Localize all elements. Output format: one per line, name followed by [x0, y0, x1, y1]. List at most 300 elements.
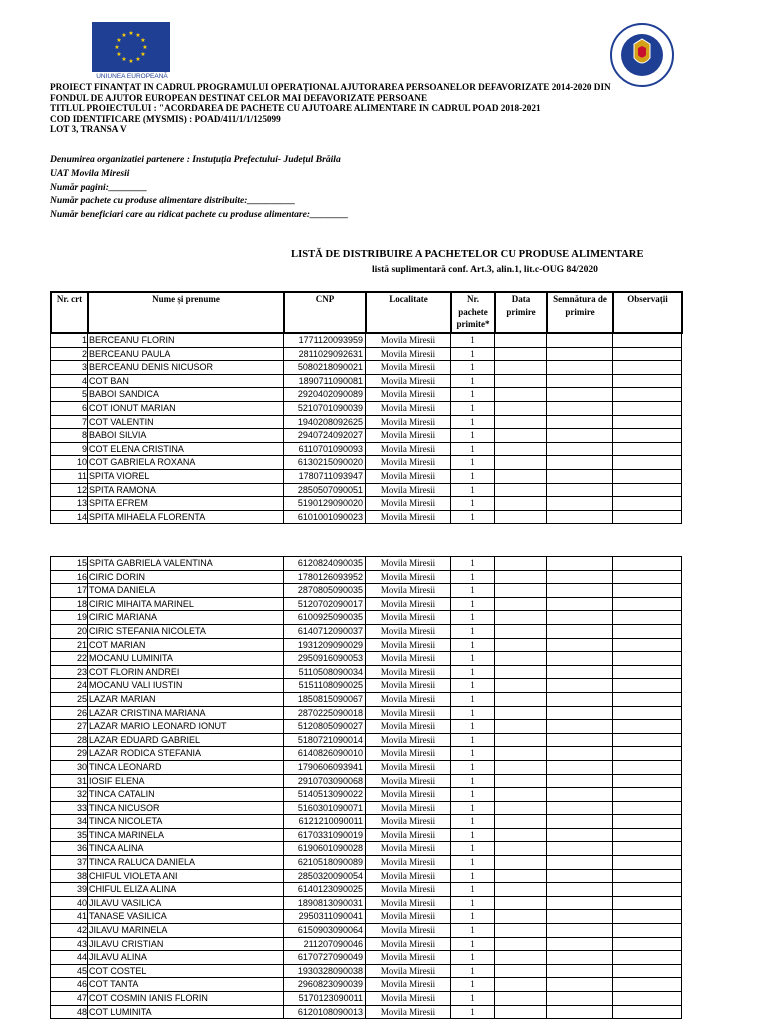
header-packages: Nr. pachete primite*: [451, 292, 495, 333]
packages-received: 1: [451, 692, 495, 706]
notes-cell: [613, 747, 682, 761]
notes-cell: [613, 624, 682, 638]
beneficiary-cnp: 6210518090089: [284, 856, 366, 870]
beneficiary-locality: Movila Miresii: [366, 401, 451, 415]
beneficiary-locality: Movila Miresii: [366, 747, 451, 761]
notes-cell: [613, 774, 682, 788]
notes-cell: [613, 679, 682, 693]
beneficiary-cnp: 1940208092625: [284, 415, 366, 429]
beneficiary-locality: Movila Miresii: [366, 665, 451, 679]
partner-organization: Denumirea organizatiei partenere : Instuţuția Prefectului- Județul Brăila: [50, 154, 341, 165]
receipt-signature: [547, 638, 613, 652]
beneficiary-name: LAZAR MARIO LEONARD IONUT: [88, 720, 284, 734]
row-number: 3: [51, 361, 88, 375]
table-row: [51, 747, 682, 761]
beneficiary-locality: Movila Miresii: [366, 692, 451, 706]
packages-received: 1: [451, 597, 495, 611]
row-number: 29: [51, 747, 88, 761]
svg-text:★: ★: [121, 56, 127, 63]
svg-text:★: ★: [142, 44, 148, 51]
organization-info: [50, 153, 348, 222]
receipt-signature: [547, 815, 613, 829]
beneficiary-name: TANASE VASILICA: [88, 910, 284, 924]
row-number: 8: [51, 429, 88, 443]
row-number: 33: [51, 801, 88, 815]
beneficiary-locality: Movila Miresii: [366, 361, 451, 375]
beneficiary-name: BERCEANU PAULA: [88, 347, 284, 361]
beneficiary-name: CHIFUL ELIZA ALINA: [88, 883, 284, 897]
receipt-signature: [547, 733, 613, 747]
receipt-signature: [547, 978, 613, 992]
beneficiary-cnp: 6110701090093: [284, 442, 366, 456]
beneficiary-locality: Movila Miresii: [366, 429, 451, 443]
receipt-signature: [547, 992, 613, 1006]
beneficiary-cnp: 211207090046: [284, 937, 366, 951]
row-number: 31: [51, 774, 88, 788]
packages-received: 1: [451, 374, 495, 388]
distribution-table-part1: [50, 333, 682, 524]
table-row: [51, 1005, 682, 1019]
beneficiary-locality: Movila Miresii: [366, 924, 451, 938]
notes-cell: [613, 361, 682, 375]
packages-received: 1: [451, 747, 495, 761]
beneficiary-locality: Movila Miresii: [366, 1005, 451, 1019]
table-row: [51, 347, 682, 361]
row-number: 26: [51, 706, 88, 720]
beneficiary-cnp: 5110508090034: [284, 665, 366, 679]
beneficiary-cnp: 1890711090081: [284, 374, 366, 388]
header-line: FONDUL DE AJUTOR EUROPEAN DESTINAT CELOR MAI DEFAVORIZATE PERSOANE: [50, 92, 428, 103]
svg-text:★: ★: [116, 37, 122, 44]
receipt-signature: [547, 497, 613, 511]
row-number: 34: [51, 815, 88, 829]
receipt-date: [495, 964, 547, 978]
notes-cell: [613, 374, 682, 388]
packages-received: 1: [451, 1005, 495, 1019]
row-number: 35: [51, 828, 88, 842]
row-number: 32: [51, 788, 88, 802]
row-number: 25: [51, 692, 88, 706]
beneficiary-cnp: 6121210090011: [284, 815, 366, 829]
receipt-signature: [547, 334, 613, 348]
row-number: 44: [51, 951, 88, 965]
header-line: LOT 3, TRANSA V: [50, 124, 127, 135]
row-number: 9: [51, 442, 88, 456]
receipt-date: [495, 388, 547, 402]
packages-received: 1: [451, 361, 495, 375]
notes-cell: [613, 510, 682, 524]
receipt-signature: [547, 597, 613, 611]
receipt-signature: [547, 652, 613, 666]
row-number: 37: [51, 856, 88, 870]
packages-received: 1: [451, 611, 495, 625]
beneficiary-cnp: 2950916090053: [284, 652, 366, 666]
table-row: [51, 883, 682, 897]
packages-received: 1: [451, 388, 495, 402]
beneficiary-cnp: 1930328090038: [284, 964, 366, 978]
svg-text:★: ★: [128, 58, 134, 65]
receipt-date: [495, 747, 547, 761]
beneficiary-locality: Movila Miresii: [366, 652, 451, 666]
receipt-date: [495, 1005, 547, 1019]
beneficiary-name: CIRIC MARIANA: [88, 611, 284, 625]
government-seal-icon: [609, 22, 675, 88]
table-row: [51, 760, 682, 774]
receipt-date: [495, 347, 547, 361]
table-row: [51, 570, 682, 584]
notes-cell: [613, 638, 682, 652]
table-row: [51, 665, 682, 679]
receipt-date: [495, 415, 547, 429]
receipt-signature: [547, 415, 613, 429]
notes-cell: [613, 869, 682, 883]
beneficiary-locality: Movila Miresii: [366, 624, 451, 638]
table-row: [51, 401, 682, 415]
notes-cell: [613, 896, 682, 910]
beneficiary-name: JILAVU CRISTIAN: [88, 937, 284, 951]
receipt-signature: [547, 624, 613, 638]
beneficiary-cnp: 5120702090017: [284, 597, 366, 611]
packages-received: 1: [451, 679, 495, 693]
table-row: [51, 374, 682, 388]
row-number: 6: [51, 401, 88, 415]
packages-received: 1: [451, 401, 495, 415]
receipt-signature: [547, 679, 613, 693]
header-date: Data primire: [495, 292, 547, 333]
receipt-signature: [547, 665, 613, 679]
receipt-signature: [547, 760, 613, 774]
row-number: 42: [51, 924, 88, 938]
beneficiary-name: TOMA DANIELA: [88, 584, 284, 598]
receipt-date: [495, 992, 547, 1006]
row-number: 20: [51, 624, 88, 638]
beneficiary-name: TINCA ALINA: [88, 842, 284, 856]
row-number: 7: [51, 415, 88, 429]
row-number: 5: [51, 388, 88, 402]
beneficiary-name: COT BAN: [88, 374, 284, 388]
beneficiary-name: BERCEANU DENIS NICUSOR: [88, 361, 284, 375]
receipt-date: [495, 924, 547, 938]
packages-received: 1: [451, 665, 495, 679]
beneficiary-locality: Movila Miresii: [366, 597, 451, 611]
beneficiary-name: TINCA RALUCA DANIELA: [88, 856, 284, 870]
notes-cell: [613, 964, 682, 978]
beneficiary-cnp: 5160301090071: [284, 801, 366, 815]
header-cnp: CNP: [284, 292, 366, 333]
notes-cell: [613, 611, 682, 625]
beneficiary-cnp: 2870805090035: [284, 584, 366, 598]
receipt-date: [495, 401, 547, 415]
receipt-signature: [547, 869, 613, 883]
beneficiary-locality: Movila Miresii: [366, 951, 451, 965]
receipt-date: [495, 638, 547, 652]
beneficiary-locality: Movila Miresii: [366, 483, 451, 497]
receipt-signature: [547, 692, 613, 706]
svg-text:★: ★: [116, 51, 122, 58]
beneficiary-locality: Movila Miresii: [366, 869, 451, 883]
packages-received: 1: [451, 788, 495, 802]
table-row: [51, 869, 682, 883]
table-row: [51, 937, 682, 951]
notes-cell: [613, 483, 682, 497]
header-name: Nume și prenume: [88, 292, 284, 333]
table-row: [51, 584, 682, 598]
table-row: [51, 992, 682, 1006]
receipt-signature: [547, 469, 613, 483]
beneficiary-locality: Movila Miresii: [366, 910, 451, 924]
table-row: [51, 733, 682, 747]
row-number: 21: [51, 638, 88, 652]
notes-cell: [613, 442, 682, 456]
packages-received: 1: [451, 828, 495, 842]
packages-received: 1: [451, 652, 495, 666]
packages-received: 1: [451, 483, 495, 497]
beneficiary-name: COT ELENA CRISTINA: [88, 442, 284, 456]
receipt-date: [495, 978, 547, 992]
receipt-signature: [547, 706, 613, 720]
notes-cell: [613, 924, 682, 938]
receipt-signature: [547, 611, 613, 625]
row-number: 27: [51, 720, 88, 734]
beneficiary-cnp: 2920402090089: [284, 388, 366, 402]
packages-received: 1: [451, 883, 495, 897]
row-number: 47: [51, 992, 88, 1006]
receipt-date: [495, 883, 547, 897]
receipt-date: [495, 733, 547, 747]
beneficiary-cnp: 6100925090035: [284, 611, 366, 625]
receipt-signature: [547, 747, 613, 761]
beneficiary-cnp: 2940724092027: [284, 429, 366, 443]
receipt-signature: [547, 557, 613, 571]
beneficiary-locality: Movila Miresii: [366, 334, 451, 348]
packages-received: 1: [451, 497, 495, 511]
table-row: [51, 415, 682, 429]
beneficiary-cnp: 6150903090064: [284, 924, 366, 938]
notes-cell: [613, 937, 682, 951]
beneficiary-locality: Movila Miresii: [366, 442, 451, 456]
receipt-date: [495, 774, 547, 788]
header-locality: Localitate: [366, 292, 451, 333]
packages-received: 1: [451, 624, 495, 638]
row-number: 38: [51, 869, 88, 883]
table-row: [51, 842, 682, 856]
beneficiary-locality: Movila Miresii: [366, 611, 451, 625]
table-row: [51, 597, 682, 611]
beneficiary-locality: Movila Miresii: [366, 842, 451, 856]
beneficiary-cnp: 2811029092631: [284, 347, 366, 361]
beneficiary-name: MOCANU VALI IUSTIN: [88, 679, 284, 693]
table-row: [51, 815, 682, 829]
notes-cell: [613, 883, 682, 897]
receipt-signature: [547, 964, 613, 978]
beneficiary-cnp: 1890813090031: [284, 896, 366, 910]
receipt-date: [495, 842, 547, 856]
beneficiary-cnp: 2850320090054: [284, 869, 366, 883]
row-number: 14: [51, 510, 88, 524]
beneficiary-name: COT COSTEL: [88, 964, 284, 978]
receipt-date: [495, 896, 547, 910]
beneficiary-name: MOCANU LUMINITA: [88, 652, 284, 666]
packages-received: 1: [451, 429, 495, 443]
beneficiary-name: COT LUMINITA: [88, 1005, 284, 1019]
packages-received: 1: [451, 469, 495, 483]
packages-received: 1: [451, 951, 495, 965]
beneficiary-cnp: 2850507090051: [284, 483, 366, 497]
table-row: [51, 951, 682, 965]
receipt-signature: [547, 429, 613, 443]
table-row: [51, 828, 682, 842]
packages-received: 1: [451, 774, 495, 788]
header-signature: Semnătura de primire: [547, 292, 613, 333]
notes-cell: [613, 760, 682, 774]
notes-cell: [613, 910, 682, 924]
beneficiary-locality: Movila Miresii: [366, 638, 451, 652]
receipt-date: [495, 584, 547, 598]
row-number: 45: [51, 964, 88, 978]
receipt-date: [495, 456, 547, 470]
receipt-date: [495, 856, 547, 870]
beneficiary-cnp: 6140826090010: [284, 747, 366, 761]
beneficiary-name: COT FLORIN ANDREI: [88, 665, 284, 679]
beneficiary-name: BABOI SANDICA: [88, 388, 284, 402]
table-row: [51, 483, 682, 497]
receipt-date: [495, 361, 547, 375]
notes-cell: [613, 842, 682, 856]
receipt-date: [495, 442, 547, 456]
beneficiary-locality: Movila Miresii: [366, 415, 451, 429]
row-number: 2: [51, 347, 88, 361]
receipt-signature: [547, 1005, 613, 1019]
notes-cell: [613, 992, 682, 1006]
receipt-date: [495, 497, 547, 511]
beneficiary-cnp: 6140712090037: [284, 624, 366, 638]
beneficiary-locality: Movila Miresii: [366, 388, 451, 402]
receipt-signature: [547, 388, 613, 402]
packages-received: 1: [451, 347, 495, 361]
beneficiary-name: SPITA VIOREL: [88, 469, 284, 483]
beneficiary-name: LAZAR EDUARD GABRIEL: [88, 733, 284, 747]
beneficiary-locality: Movila Miresii: [366, 856, 451, 870]
row-number: 30: [51, 760, 88, 774]
beneficiaries-count: Număr beneficiari care au ridicat pachete cu produse alimentare:________: [50, 209, 349, 221]
header-nr: Nr. crt: [51, 292, 88, 333]
beneficiary-name: JILAVU VASILICA: [88, 896, 284, 910]
beneficiary-name: TINCA NICUSOR: [88, 801, 284, 815]
receipt-date: [495, 374, 547, 388]
receipt-date: [495, 828, 547, 842]
table-row: [51, 510, 682, 524]
receipt-signature: [547, 401, 613, 415]
row-number: 46: [51, 978, 88, 992]
receipt-date: [495, 692, 547, 706]
receipt-signature: [547, 456, 613, 470]
receipt-signature: [547, 937, 613, 951]
row-number: 10: [51, 456, 88, 470]
beneficiary-name: COT IONUT MARIAN: [88, 401, 284, 415]
packages-received: 1: [451, 557, 495, 571]
table-row: [51, 469, 682, 483]
receipt-signature: [547, 856, 613, 870]
receipt-date: [495, 611, 547, 625]
packages-received: 1: [451, 937, 495, 951]
header-line: TITLUL PROIECTULUI : "ACORDAREA DE PACHETE CU AJUTOARE ALIMENTARE IN CADRUL POAD 2018-2021: [50, 103, 541, 114]
beneficiary-name: CIRIC MIHAITA MARINEL: [88, 597, 284, 611]
receipt-date: [495, 679, 547, 693]
notes-cell: [613, 497, 682, 511]
beneficiary-locality: Movila Miresii: [366, 584, 451, 598]
beneficiary-name: COT TANTA: [88, 978, 284, 992]
table-row: [51, 638, 682, 652]
beneficiary-name: COT VALENTIN: [88, 415, 284, 429]
packages-count: Număr pachete cu produse alimentare distribuite:__________: [50, 195, 296, 207]
beneficiary-locality: Movila Miresii: [366, 883, 451, 897]
svg-text:★: ★: [114, 44, 120, 51]
packages-received: 1: [451, 570, 495, 584]
packages-received: 1: [451, 415, 495, 429]
packages-received: 1: [451, 801, 495, 815]
beneficiary-cnp: 1780711093947: [284, 469, 366, 483]
beneficiary-cnp: 2910703090068: [284, 774, 366, 788]
pages-count: Număr pagini:________: [50, 181, 148, 193]
beneficiary-name: COT GABRIELA ROXANA: [88, 456, 284, 470]
beneficiary-cnp: 2870225090018: [284, 706, 366, 720]
receipt-signature: [547, 720, 613, 734]
beneficiary-name: SPITA GABRIELA VALENTINA: [88, 557, 284, 571]
beneficiary-name: COT COSMIN IANIS FLORIN: [88, 992, 284, 1006]
receipt-date: [495, 469, 547, 483]
table-row: [51, 388, 682, 402]
packages-received: 1: [451, 760, 495, 774]
beneficiary-cnp: 1931209090029: [284, 638, 366, 652]
receipt-date: [495, 788, 547, 802]
table-row: [51, 442, 682, 456]
beneficiary-locality: Movila Miresii: [366, 774, 451, 788]
row-number: 40: [51, 896, 88, 910]
table-row: [51, 910, 682, 924]
packages-received: 1: [451, 842, 495, 856]
beneficiary-locality: Movila Miresii: [366, 760, 451, 774]
table-row: [51, 801, 682, 815]
beneficiary-locality: Movila Miresii: [366, 497, 451, 511]
packages-received: 1: [451, 978, 495, 992]
beneficiary-locality: Movila Miresii: [366, 510, 451, 524]
notes-cell: [613, 388, 682, 402]
receipt-signature: [547, 951, 613, 965]
table-row: [51, 788, 682, 802]
beneficiary-name: LAZAR MARIAN: [88, 692, 284, 706]
packages-received: 1: [451, 334, 495, 348]
row-number: 36: [51, 842, 88, 856]
eu-flag-icon: [92, 22, 170, 72]
packages-received: 1: [451, 910, 495, 924]
beneficiary-locality: Movila Miresii: [366, 964, 451, 978]
svg-text:★: ★: [135, 56, 141, 63]
header-line: PROIECT FINANȚAT IN CADRUL PROGRAMULUI OPERAȚIONAL AJUTORAREA PERSOANELOR DEFAVORIZATE 2014-2020 DIN: [50, 82, 611, 92]
row-number: 17: [51, 584, 88, 598]
beneficiary-locality: Movila Miresii: [366, 706, 451, 720]
receipt-signature: [547, 570, 613, 584]
distribution-table-part2: [50, 556, 682, 1019]
beneficiary-name: SPITA RAMONA: [88, 483, 284, 497]
receipt-date: [495, 869, 547, 883]
beneficiary-locality: Movila Miresii: [366, 815, 451, 829]
row-number: 4: [51, 374, 88, 388]
beneficiary-name: IOSIF ELENA: [88, 774, 284, 788]
receipt-signature: [547, 361, 613, 375]
beneficiary-cnp: 5151108090025: [284, 679, 366, 693]
beneficiary-name: SPITA EFREM: [88, 497, 284, 511]
row-number: 13: [51, 497, 88, 511]
